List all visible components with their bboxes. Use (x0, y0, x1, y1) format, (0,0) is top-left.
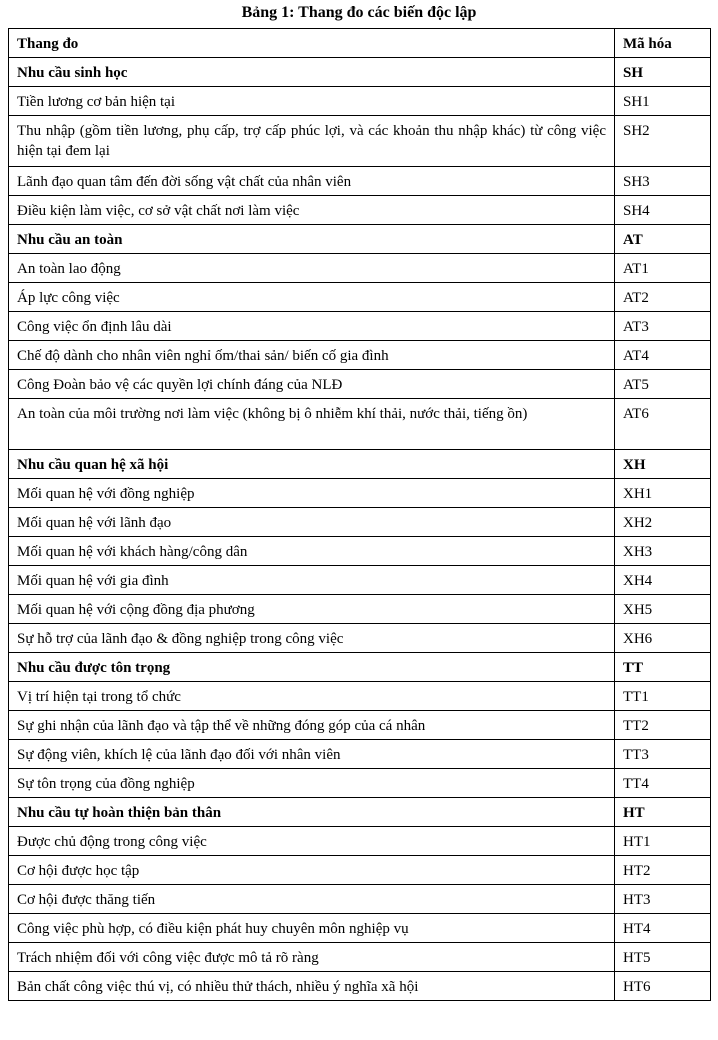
item-code: SH1 (615, 87, 711, 116)
table-row (9, 341, 711, 370)
group-label: Nhu cầu an toàn (9, 225, 615, 254)
item-description: Lãnh đạo quan tâm đến đời sống vật chất của nhân viên (9, 167, 615, 196)
item-description: Được chủ động trong công việc (9, 827, 615, 856)
table-row (9, 254, 711, 283)
group-label: Nhu cầu được tôn trọng (9, 653, 615, 682)
group-row (9, 653, 711, 682)
item-description: Sự tôn trọng của đồng nghiệp (9, 769, 615, 798)
table-row (9, 283, 711, 312)
header-scale: Thang đo (9, 29, 615, 58)
table-row (9, 972, 711, 1001)
item-code: TT3 (615, 740, 711, 769)
item-code: SH3 (615, 167, 711, 196)
group-code: HT (615, 798, 711, 827)
item-code: AT3 (615, 312, 711, 341)
group-label: Nhu cầu tự hoàn thiện bản thân (9, 798, 615, 827)
item-code: AT6 (615, 399, 711, 450)
table-row (9, 595, 711, 624)
item-description: Công Đoàn bảo vệ các quyền lợi chính đáng của NLĐ (9, 370, 615, 399)
item-description: Áp lực công việc (9, 283, 615, 312)
group-code: SH (615, 58, 711, 87)
item-description: Trách nhiệm đối với công việc được mô tả rõ ràng (9, 943, 615, 972)
table-row (9, 566, 711, 595)
table-row (9, 479, 711, 508)
item-description: Công việc ổn định lâu dài (9, 312, 615, 341)
item-code: HT1 (615, 827, 711, 856)
item-code: XH1 (615, 479, 711, 508)
group-row (9, 225, 711, 254)
item-code: AT1 (615, 254, 711, 283)
scale-table (8, 28, 711, 1001)
item-code: HT2 (615, 856, 711, 885)
item-code: SH4 (615, 196, 711, 225)
table-row (9, 827, 711, 856)
table-row (9, 943, 711, 972)
item-description: Mối quan hệ với gia đình (9, 566, 615, 595)
table-row (9, 740, 711, 769)
table-row (9, 914, 711, 943)
item-code: XH2 (615, 508, 711, 537)
item-code: HT4 (615, 914, 711, 943)
table-row (9, 624, 711, 653)
item-code: AT4 (615, 341, 711, 370)
item-description: Sự động viên, khích lệ của lãnh đạo đối với nhân viên (9, 740, 615, 769)
group-code: AT (615, 225, 711, 254)
group-row (9, 798, 711, 827)
table-row (9, 537, 711, 566)
item-description: An toàn của môi trường nơi làm việc (không bị ô nhiễm khí thải, nước thải, tiếng ồn) (9, 399, 615, 450)
item-description: Tiền lương cơ bản hiện tại (9, 87, 615, 116)
table-row (9, 399, 711, 450)
item-code: SH2 (615, 116, 711, 167)
item-code: HT6 (615, 972, 711, 1001)
table-row (9, 370, 711, 399)
table-row (9, 508, 711, 537)
table-header-row (9, 29, 711, 58)
group-code: TT (615, 653, 711, 682)
table-body (9, 58, 711, 1001)
item-code: XH4 (615, 566, 711, 595)
item-description: Sự hỗ trợ của lãnh đạo & đồng nghiệp trong công việc (9, 624, 615, 653)
item-code: AT5 (615, 370, 711, 399)
item-description: Điều kiện làm việc, cơ sở vật chất nơi làm việc (9, 196, 615, 225)
item-description: Bản chất công việc thú vị, có nhiều thử thách, nhiều ý nghĩa xã hội (9, 972, 615, 1001)
table-row (9, 885, 711, 914)
table-row (9, 312, 711, 341)
item-description: Mối quan hệ với lãnh đạo (9, 508, 615, 537)
item-description: Vị trí hiện tại trong tổ chức (9, 682, 615, 711)
item-code: XH3 (615, 537, 711, 566)
item-code: TT1 (615, 682, 711, 711)
item-description: Mối quan hệ với cộng đồng địa phương (9, 595, 615, 624)
table-row (9, 769, 711, 798)
group-label: Nhu cầu sinh học (9, 58, 615, 87)
group-row (9, 450, 711, 479)
table-row (9, 682, 711, 711)
item-code: XH6 (615, 624, 711, 653)
header-code: Mã hóa (615, 29, 711, 58)
item-description: Cơ hội được học tập (9, 856, 615, 885)
group-label: Nhu cầu quan hệ xã hội (9, 450, 615, 479)
group-code: XH (615, 450, 711, 479)
table-row (9, 711, 711, 740)
item-description: Chế độ dành cho nhân viên nghỉ ốm/thai sản/ biến cố gia đình (9, 341, 615, 370)
item-code: XH5 (615, 595, 711, 624)
item-code: HT3 (615, 885, 711, 914)
item-description: Sự ghi nhận của lãnh đạo và tập thể về những đóng góp của cá nhân (9, 711, 615, 740)
item-code: TT4 (615, 769, 711, 798)
item-code: HT5 (615, 943, 711, 972)
table-row (9, 116, 711, 167)
table-row (9, 87, 711, 116)
table-row (9, 167, 711, 196)
table-row (9, 856, 711, 885)
item-description: Mối quan hệ với khách hàng/công dân (9, 537, 615, 566)
group-row (9, 58, 711, 87)
item-description: Công việc phù hợp, có điều kiện phát huy chuyên môn nghiệp vụ (9, 914, 615, 943)
item-description: Cơ hội được thăng tiến (9, 885, 615, 914)
table-row (9, 196, 711, 225)
item-description: Mối quan hệ với đồng nghiệp (9, 479, 615, 508)
item-description: An toàn lao động (9, 254, 615, 283)
item-description: Thu nhập (gồm tiền lương, phụ cấp, trợ cấp phúc lợi, và các khoản thu nhập khác) từ công việc hiện tại đem lại (9, 116, 615, 167)
item-code: AT2 (615, 283, 711, 312)
table-caption: Bảng 1: Thang đo các biến độc lập (241, 4, 477, 21)
item-code: TT2 (615, 711, 711, 740)
